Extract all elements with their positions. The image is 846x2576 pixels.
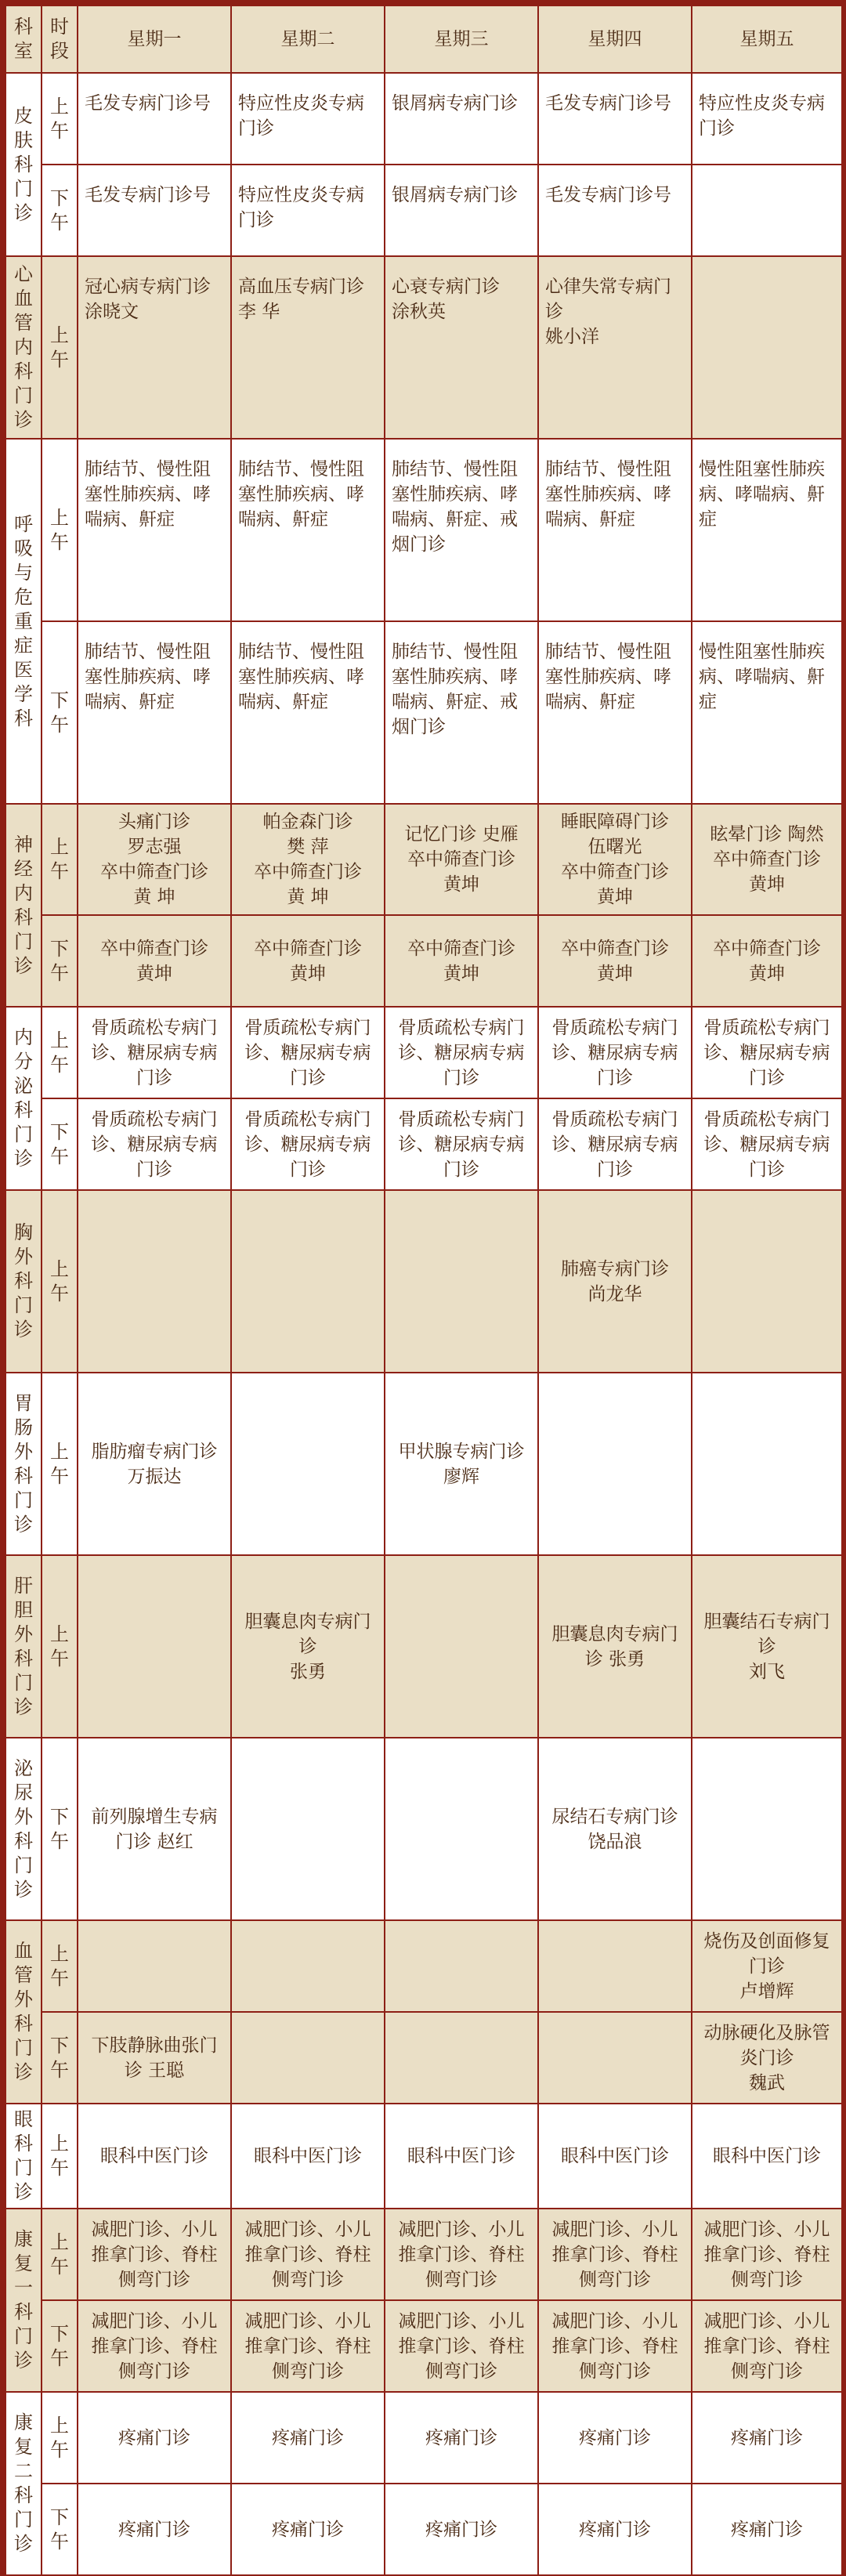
- schedule-row: [5, 2209, 842, 2300]
- clinic-cell-tuesday: 卒中筛查门诊 黄坤: [231, 915, 385, 1007]
- clinic-cell-tuesday: [231, 1190, 385, 1373]
- clinic-cell-friday: 慢性阻塞性肺疾病、哮喘病、鼾症: [692, 439, 842, 621]
- period-label: 上午: [42, 1555, 78, 1738]
- clinic-cell-friday: 眩晕门诊 陶然 卒中筛查门诊 黄坤: [692, 804, 842, 915]
- clinic-cell-monday: [78, 1920, 231, 2012]
- clinic-cell-thursday: 肺结节、慢性阻塞性肺疾病、哮喘病、鼾症: [538, 439, 692, 621]
- clinic-cell-tuesday: 特应性皮炎专病门诊: [231, 73, 385, 165]
- schedule-row: [5, 256, 842, 439]
- clinic-cell-tuesday: 胆囊息肉专病门诊 张勇: [231, 1555, 385, 1738]
- clinic-cell-friday: [692, 165, 842, 256]
- clinic-cell-monday: 骨质疏松专病门诊、糖尿病专病门诊: [78, 1007, 231, 1098]
- clinic-cell-wednesday: [385, 1738, 538, 1920]
- clinic-cell-monday: [78, 1555, 231, 1738]
- clinic-cell-thursday: 肺结节、慢性阻塞性肺疾病、哮喘病、鼾症: [538, 621, 692, 804]
- clinic-cell-tuesday: [231, 1920, 385, 2012]
- clinic-cell-friday: 动脉硬化及脉管炎门诊 魏武: [692, 2012, 842, 2104]
- clinic-cell-friday: 慢性阻塞性肺疾病、哮喘病、鼾症: [692, 621, 842, 804]
- clinic-cell-friday: 胆囊结石专病门诊 刘飞: [692, 1555, 842, 1738]
- clinic-cell-wednesday: 眼科中医门诊: [385, 2104, 538, 2209]
- clinic-cell-friday: 骨质疏松专病门诊、糖尿病专病门诊: [692, 1007, 842, 1098]
- schedule-row: [5, 621, 842, 804]
- period-label: 下午: [42, 2300, 78, 2392]
- schedule-row: [5, 2012, 842, 2104]
- clinic-cell-wednesday: 心衰专病门诊 涂秋英: [385, 256, 538, 439]
- clinic-cell-wednesday: 减肥门诊、小儿推拿门诊、脊柱侧弯门诊: [385, 2209, 538, 2300]
- period-label: 上午: [42, 439, 78, 621]
- clinic-cell-monday: 下肢静脉曲张门诊 王聪: [78, 2012, 231, 2104]
- schedule-row: [5, 804, 842, 915]
- department-name: 胃肠外科门诊: [5, 1373, 42, 1555]
- clinic-cell-monday: 疼痛门诊: [78, 2392, 231, 2484]
- clinic-cell-tuesday: 疼痛门诊: [231, 2392, 385, 2484]
- schedule-row: [5, 2392, 842, 2484]
- clinic-cell-tuesday: 疼痛门诊: [231, 2484, 385, 2575]
- clinic-cell-tuesday: [231, 2012, 385, 2104]
- clinic-cell-wednesday: [385, 1190, 538, 1373]
- schedule-row: [5, 439, 842, 621]
- clinic-cell-tuesday: 骨质疏松专病门诊、糖尿病专病门诊: [231, 1007, 385, 1098]
- clinic-cell-wednesday: 骨质疏松专病门诊、糖尿病专病门诊: [385, 1007, 538, 1098]
- clinic-cell-friday: [692, 1373, 842, 1555]
- clinic-cell-thursday: 疼痛门诊: [538, 2392, 692, 2484]
- schedule-row: [5, 1007, 842, 1098]
- clinic-cell-tuesday: 骨质疏松专病门诊、糖尿病专病门诊: [231, 1098, 385, 1190]
- clinic-cell-thursday: [538, 1373, 692, 1555]
- period-label: 上午: [42, 804, 78, 915]
- period-label: 下午: [42, 165, 78, 256]
- period-label: 下午: [42, 1738, 78, 1920]
- schedule-row: [5, 915, 842, 1007]
- clinic-cell-friday: 骨质疏松专病门诊、糖尿病专病门诊: [692, 1098, 842, 1190]
- department-name: 泌尿外科门诊: [5, 1738, 42, 1920]
- clinic-cell-tuesday: [231, 1738, 385, 1920]
- clinic-cell-friday: 眼科中医门诊: [692, 2104, 842, 2209]
- clinic-cell-friday: [692, 256, 842, 439]
- clinic-cell-thursday: [538, 1920, 692, 2012]
- schedule-row: [5, 1098, 842, 1190]
- clinic-cell-tuesday: [231, 1373, 385, 1555]
- header-tuesday: 星期二: [231, 5, 385, 73]
- clinic-cell-monday: 肺结节、慢性阻塞性肺疾病、哮喘病、鼾症: [78, 621, 231, 804]
- schedule-row: [5, 1373, 842, 1555]
- schedule-row: [5, 1920, 842, 2012]
- clinic-cell-wednesday: 疼痛门诊: [385, 2392, 538, 2484]
- clinic-cell-thursday: 减肥门诊、小儿推拿门诊、脊柱侧弯门诊: [538, 2300, 692, 2392]
- clinic-cell-thursday: 毛发专病门诊号: [538, 165, 692, 256]
- header-thursday: 星期四: [538, 5, 692, 73]
- clinic-cell-monday: [78, 1190, 231, 1373]
- schedule-row: [5, 2104, 842, 2209]
- department-name: 皮肤科门诊: [5, 73, 42, 256]
- period-label: 上午: [42, 2209, 78, 2300]
- clinic-cell-friday: 疼痛门诊: [692, 2484, 842, 2575]
- clinic-cell-tuesday: 眼科中医门诊: [231, 2104, 385, 2209]
- clinic-cell-monday: 头痛门诊 罗志强 卒中筛查门诊 黄 坤: [78, 804, 231, 915]
- clinic-cell-friday: 疼痛门诊: [692, 2392, 842, 2484]
- period-label: 上午: [42, 256, 78, 439]
- department-name: 神经内科门诊: [5, 804, 42, 1007]
- department-name: 血管外科门诊: [5, 1920, 42, 2104]
- schedule-row: [5, 73, 842, 165]
- clinic-schedule-table: [5, 5, 843, 2576]
- department-name: 胸外科门诊: [5, 1190, 42, 1373]
- clinic-cell-monday: 减肥门诊、小儿推拿门诊、脊柱侧弯门诊: [78, 2300, 231, 2392]
- clinic-cell-wednesday: 卒中筛查门诊 黄坤: [385, 915, 538, 1007]
- header-period: 时段: [42, 5, 78, 73]
- clinic-cell-friday: 卒中筛查门诊 黄坤: [692, 915, 842, 1007]
- period-label: 下午: [42, 1098, 78, 1190]
- clinic-cell-monday: 卒中筛查门诊 黄坤: [78, 915, 231, 1007]
- header-monday: 星期一: [78, 5, 231, 73]
- department-name: 肝胆外科门诊: [5, 1555, 42, 1738]
- clinic-cell-monday: 冠心病专病门诊 涂晓文: [78, 256, 231, 439]
- clinic-cell-thursday: 减肥门诊、小儿推拿门诊、脊柱侧弯门诊: [538, 2209, 692, 2300]
- clinic-cell-friday: 烧伤及创面修复门诊 卢增辉: [692, 1920, 842, 2012]
- department-name: 呼吸与危重症医学科: [5, 439, 42, 804]
- period-label: 上午: [42, 73, 78, 165]
- period-label: 上午: [42, 2104, 78, 2209]
- department-name: 康复一科门诊: [5, 2209, 42, 2392]
- clinic-cell-friday: [692, 1738, 842, 1920]
- period-label: 下午: [42, 2012, 78, 2104]
- period-label: 下午: [42, 915, 78, 1007]
- department-name: 心血管内科门诊: [5, 256, 42, 439]
- clinic-cell-wednesday: 记忆门诊 史雁 卒中筛查门诊 黄坤: [385, 804, 538, 915]
- clinic-cell-thursday: 毛发专病门诊号: [538, 73, 692, 165]
- department-name: 眼科门诊: [5, 2104, 42, 2209]
- header-wednesday: 星期三: [385, 5, 538, 73]
- period-label: 下午: [42, 621, 78, 804]
- clinic-cell-wednesday: [385, 1920, 538, 2012]
- period-label: 上午: [42, 1007, 78, 1098]
- clinic-cell-tuesday: 高血压专病门诊 李 华: [231, 256, 385, 439]
- clinic-cell-monday: 脂肪瘤专病门诊 万振达: [78, 1373, 231, 1555]
- period-label: 上午: [42, 1373, 78, 1555]
- clinic-cell-thursday: 疼痛门诊: [538, 2484, 692, 2575]
- clinic-cell-friday: 减肥门诊、小儿推拿门诊、脊柱侧弯门诊: [692, 2209, 842, 2300]
- clinic-cell-wednesday: 银屑病专病门诊: [385, 165, 538, 256]
- clinic-cell-wednesday: 骨质疏松专病门诊、糖尿病专病门诊: [385, 1098, 538, 1190]
- clinic-cell-wednesday: 银屑病专病门诊: [385, 73, 538, 165]
- clinic-cell-wednesday: 肺结节、慢性阻塞性肺疾病、哮喘病、鼾症、戒烟门诊: [385, 621, 538, 804]
- period-label: 下午: [42, 2484, 78, 2575]
- clinic-cell-thursday: 胆囊息肉专病门诊 张勇: [538, 1555, 692, 1738]
- clinic-cell-wednesday: 疼痛门诊: [385, 2484, 538, 2575]
- clinic-cell-wednesday: 减肥门诊、小儿推拿门诊、脊柱侧弯门诊: [385, 2300, 538, 2392]
- schedule-row: [5, 165, 842, 256]
- clinic-cell-thursday: 尿结石专病门诊 饶品浪: [538, 1738, 692, 1920]
- clinic-cell-wednesday: [385, 1555, 538, 1738]
- clinic-cell-thursday: 卒中筛查门诊 黄坤: [538, 915, 692, 1007]
- clinic-cell-friday: [692, 1190, 842, 1373]
- clinic-cell-tuesday: 肺结节、慢性阻塞性肺疾病、哮喘病、鼾症: [231, 621, 385, 804]
- clinic-cell-thursday: 骨质疏松专病门诊、糖尿病专病门诊: [538, 1007, 692, 1098]
- clinic-cell-monday: 毛发专病门诊号: [78, 165, 231, 256]
- schedule-row: [5, 2484, 842, 2575]
- clinic-cell-wednesday: 甲状腺专病门诊 廖辉: [385, 1373, 538, 1555]
- schedule-sheet: [5, 5, 841, 2555]
- clinic-cell-monday: 骨质疏松专病门诊、糖尿病专病门诊: [78, 1098, 231, 1190]
- schedule-row: [5, 1190, 842, 1373]
- clinic-cell-thursday: 眼科中医门诊: [538, 2104, 692, 2209]
- clinic-cell-monday: 减肥门诊、小儿推拿门诊、脊柱侧弯门诊: [78, 2209, 231, 2300]
- header-row: [5, 5, 842, 73]
- clinic-cell-thursday: 骨质疏松专病门诊、糖尿病专病门诊: [538, 1098, 692, 1190]
- period-label: 上午: [42, 2392, 78, 2484]
- clinic-cell-thursday: 睡眠障碍门诊 伍曙光 卒中筛查门诊 黄坤: [538, 804, 692, 915]
- clinic-cell-thursday: [538, 2012, 692, 2104]
- schedule-row: [5, 1738, 842, 1920]
- clinic-cell-monday: 毛发专病门诊号: [78, 73, 231, 165]
- clinic-cell-monday: 肺结节、慢性阻塞性肺疾病、哮喘病、鼾症: [78, 439, 231, 621]
- clinic-cell-wednesday: [385, 2012, 538, 2104]
- department-name: 内分泌科门诊: [5, 1007, 42, 1190]
- clinic-cell-tuesday: 特应性皮炎专病门诊: [231, 165, 385, 256]
- period-label: 上午: [42, 1920, 78, 2012]
- clinic-cell-tuesday: 帕金森门诊 樊 萍 卒中筛查门诊 黄 坤: [231, 804, 385, 915]
- clinic-cell-wednesday: 肺结节、慢性阻塞性肺疾病、哮喘病、鼾症、戒烟门诊: [385, 439, 538, 621]
- department-name: 康复二科门诊: [5, 2392, 42, 2575]
- header-department: 科室: [5, 5, 42, 73]
- clinic-cell-thursday: 肺癌专病门诊 尚龙华: [538, 1190, 692, 1373]
- clinic-cell-tuesday: 减肥门诊、小儿推拿门诊、脊柱侧弯门诊: [231, 2209, 385, 2300]
- clinic-cell-monday: 疼痛门诊: [78, 2484, 231, 2575]
- clinic-cell-friday: 减肥门诊、小儿推拿门诊、脊柱侧弯门诊: [692, 2300, 842, 2392]
- header-friday: 星期五: [692, 5, 842, 73]
- clinic-cell-thursday: 心律失常专病门诊 姚小洋: [538, 256, 692, 439]
- clinic-cell-tuesday: 肺结节、慢性阻塞性肺疾病、哮喘病、鼾症: [231, 439, 385, 621]
- schedule-row: [5, 2300, 842, 2392]
- clinic-cell-friday: 特应性皮炎专病门诊: [692, 73, 842, 165]
- clinic-cell-monday: 眼科中医门诊: [78, 2104, 231, 2209]
- clinic-cell-tuesday: 减肥门诊、小儿推拿门诊、脊柱侧弯门诊: [231, 2300, 385, 2392]
- period-label: 上午: [42, 1190, 78, 1373]
- schedule-row: [5, 1555, 842, 1738]
- clinic-cell-monday: 前列腺增生专病门诊 赵红: [78, 1738, 231, 1920]
